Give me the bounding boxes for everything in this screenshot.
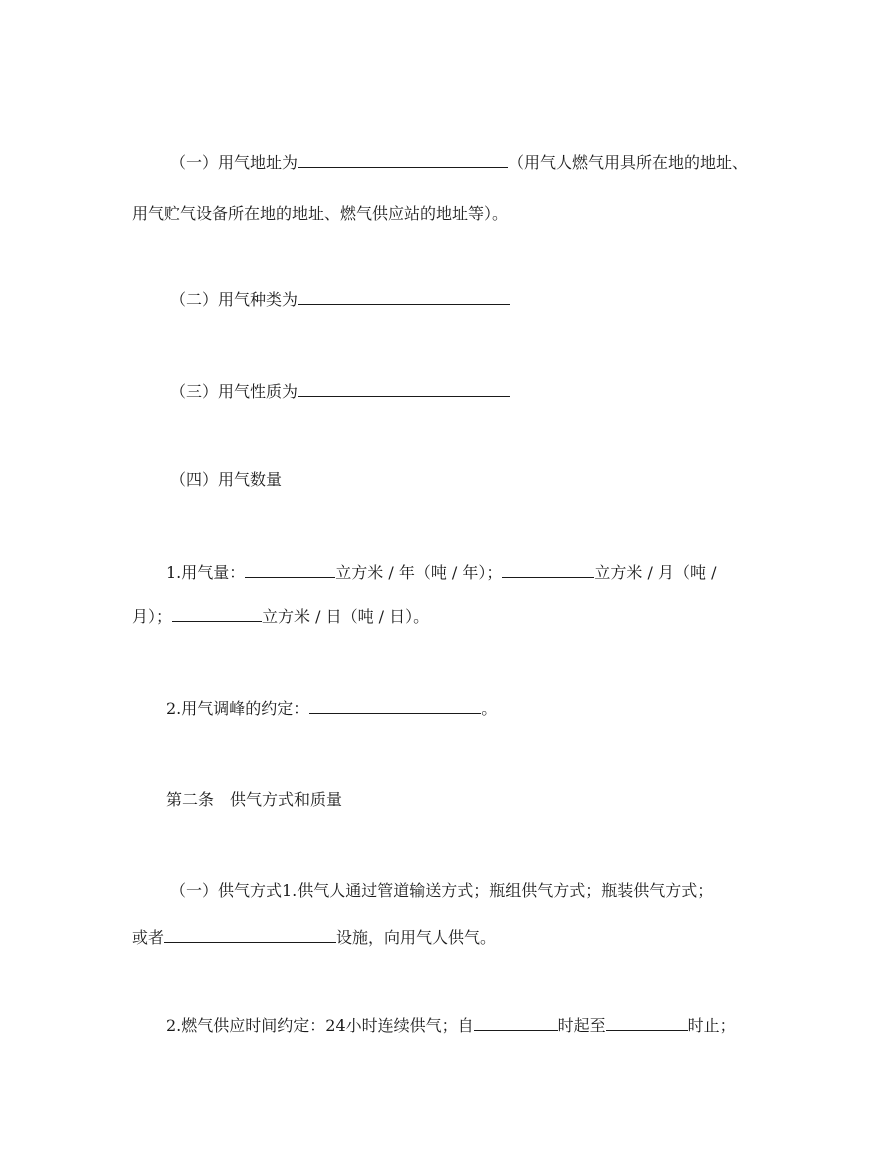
volume-year-blank[interactable] xyxy=(245,561,335,578)
volume-line-1 xyxy=(166,561,716,583)
supply-other-label: 或者 xyxy=(132,928,165,947)
address-line-1 xyxy=(170,151,748,173)
peak-regulation-blank[interactable] xyxy=(309,697,481,714)
supply-method-line-1 xyxy=(170,880,713,902)
gas-quantity-title: （四）用气数量 xyxy=(170,470,283,489)
gas-nature-blank[interactable] xyxy=(298,380,510,397)
supply-start-blank[interactable] xyxy=(474,1014,558,1031)
address-blank[interactable] xyxy=(298,151,508,168)
supply-method-line-2 xyxy=(132,926,496,948)
gas-type-line xyxy=(170,288,510,310)
article-2-title: 第二条 供气方式和质量 xyxy=(166,790,343,809)
supply-time-mid: 时起至 xyxy=(557,1016,606,1035)
volume-day-blank[interactable] xyxy=(172,605,262,622)
volume-month-unit: 立方米 / 月（吨 / xyxy=(594,563,717,582)
volume-day-unit: 立方米 / 日（吨 / 日）。 xyxy=(262,607,430,626)
volume-line-2 xyxy=(132,605,429,627)
gas-nature-label: （三）用气性质为 xyxy=(170,382,299,401)
supply-method-text: （一）供气方式1.供气人通过管道输送方式；瓶组供气方式；瓶装供气方式； xyxy=(170,881,714,900)
gas-type-label: （二）用气种类为 xyxy=(170,290,299,309)
article-2-heading xyxy=(166,789,342,811)
gas-nature-line xyxy=(170,380,510,402)
volume-year-unit: 立方米 / 年（吨 / 年）； xyxy=(335,563,503,582)
address-label: （一）用气地址为 xyxy=(170,153,299,172)
peak-regulation-label: 2.用气调峰的约定： xyxy=(166,699,310,718)
volume-label: 1.用气量： xyxy=(166,563,246,582)
supply-time-label: 2.燃气供应时间约定：24小时连续供气；自 xyxy=(166,1016,474,1035)
supply-time-end: 时止； xyxy=(687,1016,736,1035)
peak-regulation-end: 。 xyxy=(481,699,498,718)
volume-month-unit-end: 月）； xyxy=(132,607,173,626)
address-note-continued: 用气贮气设备所在地的地址、燃气供应站的地址等）。 xyxy=(132,204,509,223)
supply-other-suffix: 设施，向用气人供气。 xyxy=(336,928,497,947)
gas-type-blank[interactable] xyxy=(298,288,510,305)
peak-regulation-line xyxy=(166,697,497,719)
address-line-2 xyxy=(132,203,508,225)
address-note: （用气人燃气用具所在地的地址、 xyxy=(508,153,749,172)
gas-quantity-heading xyxy=(170,469,282,491)
volume-month-blank[interactable] xyxy=(502,561,594,578)
supply-end-blank[interactable] xyxy=(606,1014,688,1031)
supply-time-line xyxy=(166,1014,736,1036)
supply-other-blank[interactable] xyxy=(164,926,336,943)
